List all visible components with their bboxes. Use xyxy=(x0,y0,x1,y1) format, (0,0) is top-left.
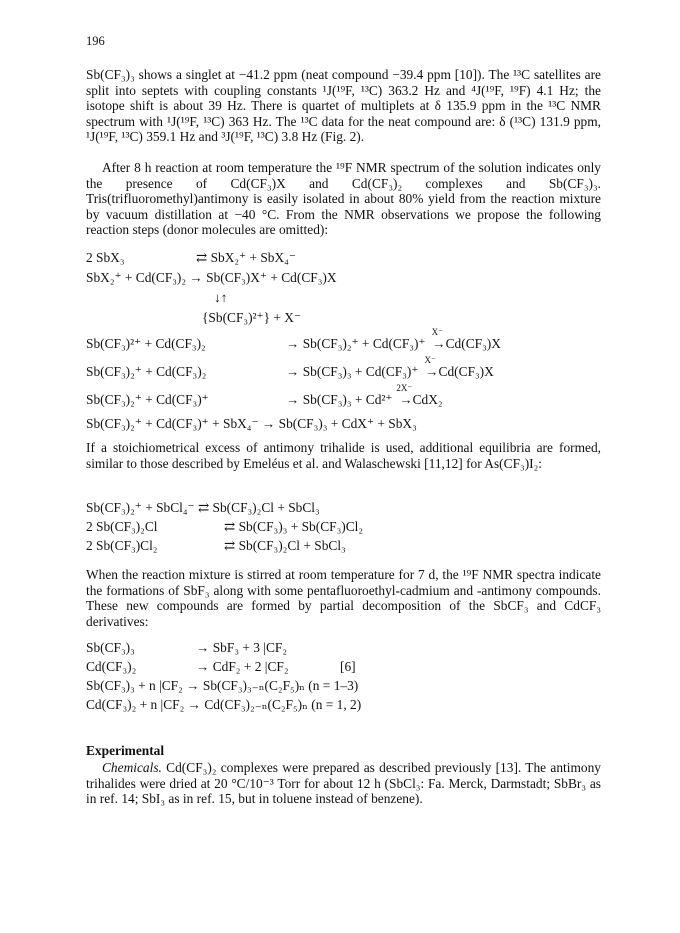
paragraph-reaction-observation: After 8 h reaction at room temperature the ¹⁹F NMR spectrum of the solution indicates only the presence of Cd(CF₃)X and Cd(CF₃)₂ complexes and Sb(CF₃)₃. Tris(trifluoromethyl)antimony is easily isolated in about 80% yield from the reaction mixture by vacuum distillation at −40 °C. From the NMR observations we propose the following reaction steps (donor molecules are omitted): xyxy=(86,160,601,238)
reaction-scheme-3 xyxy=(86,500,601,560)
scheme2-row: Sb(CF₃)²⁺ + Cd(CF₃)₂ → Sb(CF₃)₂⁺ + Cd(CF₃)⁺ X⁻ →Cd(CF₃)X xyxy=(86,327,501,351)
citation-ref: [6] xyxy=(340,659,356,674)
page-number: 196 xyxy=(86,34,105,48)
scheme1-equation-3: {Sb(CF₃)²⁺} + X⁻ xyxy=(202,310,302,325)
paragraph-chemicals xyxy=(86,760,601,807)
scheme3-row: 2 Sb(CF₃)Cl₂ ⇄ Sb(CF₃)₂Cl + SbCl₃ xyxy=(86,538,346,553)
paragraph-nmr-data: Sb(CF₃)₃ shows a singlet at −41.2 ppm (neat compound −39.4 ppm [10]). The ¹³C satellites are split into septets with coupling constants ¹J(¹⁹F, ¹³C) 363.2 Hz and ⁴J(¹⁹F, ¹⁹F) 4.1 Hz; the isotope shift is about 39 Hz. There is quartet of multiplets at δ 135.9 ppm in the ¹³C NMR spectrum with ¹J(¹⁹F, ¹³C) 363 Hz. The ¹³C data for the neat compound are: δ (¹³C) 131.9 ppm, ¹J(¹⁹F, ¹³C) 359.1 Hz and ³J(¹⁹F, ¹³C) 3.8 Hz (Fig. 2). xyxy=(86,67,601,145)
scheme1-equation-2: SbX₂⁺ + Cd(CF₃)₂ → Sb(CF₃)X⁺ + Cd(CF₃)X xyxy=(86,270,337,285)
section-heading-experimental: Experimental xyxy=(86,743,165,758)
reaction-scheme-4 xyxy=(86,640,601,720)
scheme4-row: Cd(CF₃)₂ + n |CF₂ → Cd(CF₃)₂₋ₙ(C₂F₅)ₙ (n = 1, 2) xyxy=(86,697,362,712)
scheme4-row: Cd(CF₃)₂ → CdF₂ + 2 |CF₂ [6] xyxy=(86,659,356,674)
paragraph-decomposition: When the reaction mixture is stirred at room temperature for 7 d, the ¹⁹F NMR spectra indicate the formations of SbF₃ along with some pentafluoroethyl-cadmium and -antimony compounds. These new compounds are formed by partial decomposition of the SbCF₃ and CdCF₃ derivatives: xyxy=(86,567,601,629)
paragraph-equilibria: If a stoichiometrical excess of antimony trihalide is used, additional equilibria are formed, similar to those described by Emeléus et al. and Walaschewski [11,12] for As(CF₃)I₂: xyxy=(86,440,601,471)
scheme1-equilibrium-arrows: ↓↑ xyxy=(214,290,228,305)
scheme2-row: Sb(CF₃)₂⁺ + Cd(CF₃)₂ → Sb(CF₃)₃ + Cd(CF₃)⁺ X⁻ →Cd(CF₃)X xyxy=(86,355,494,379)
scheme2-row: Sb(CF₃)₂⁺ + Cd(CF₃)⁺ + SbX₄⁻ → Sb(CF₃)₃ + CdX⁺ + SbX₃ xyxy=(86,416,417,431)
chemicals-text: Cd(CF₃)₂ complexes were prepared as described previously [13]. The antimony trihalides were dried at 20 °C/10⁻³ Torr for about 12 h (SbCl₃: Fa. Merck, Darmstadt; SbBr₃ as in ref. 14; SbI₃ as in ref. 15, but in toluene instead of benzene). xyxy=(86,760,601,807)
scheme3-row: 2 Sb(CF₃)₂Cl ⇄ Sb(CF₃)₃ + Sb(CF₃)Cl₂ xyxy=(86,519,364,534)
scheme4-row: Sb(CF₃)₃ + n |CF₂ → Sb(CF₃)₃₋ₙ(C₂F₅)ₙ (n = 1–3) xyxy=(86,678,359,693)
reaction-scheme-1 xyxy=(86,250,601,330)
reaction-scheme-2 xyxy=(86,327,601,436)
scheme1-equation-1: 2 SbX₃ ⇄ SbX₂⁺ + SbX₄⁻ xyxy=(86,250,296,265)
scheme3-row: Sb(CF₃)₂⁺ + SbCl₄⁻ ⇄ Sb(CF₃)₂Cl + SbCl₃ xyxy=(86,500,320,515)
scheme2-row: Sb(CF₃)₂⁺ + Cd(CF₃)⁺ → Sb(CF₃)₃ + Cd²⁺ 2X⁻ →CdX₂ xyxy=(86,383,443,407)
scheme4-row: Sb(CF₃)₃ → SbF₃ + 3 |CF₂ xyxy=(86,640,288,655)
chemicals-label: Chemicals. xyxy=(102,760,162,775)
